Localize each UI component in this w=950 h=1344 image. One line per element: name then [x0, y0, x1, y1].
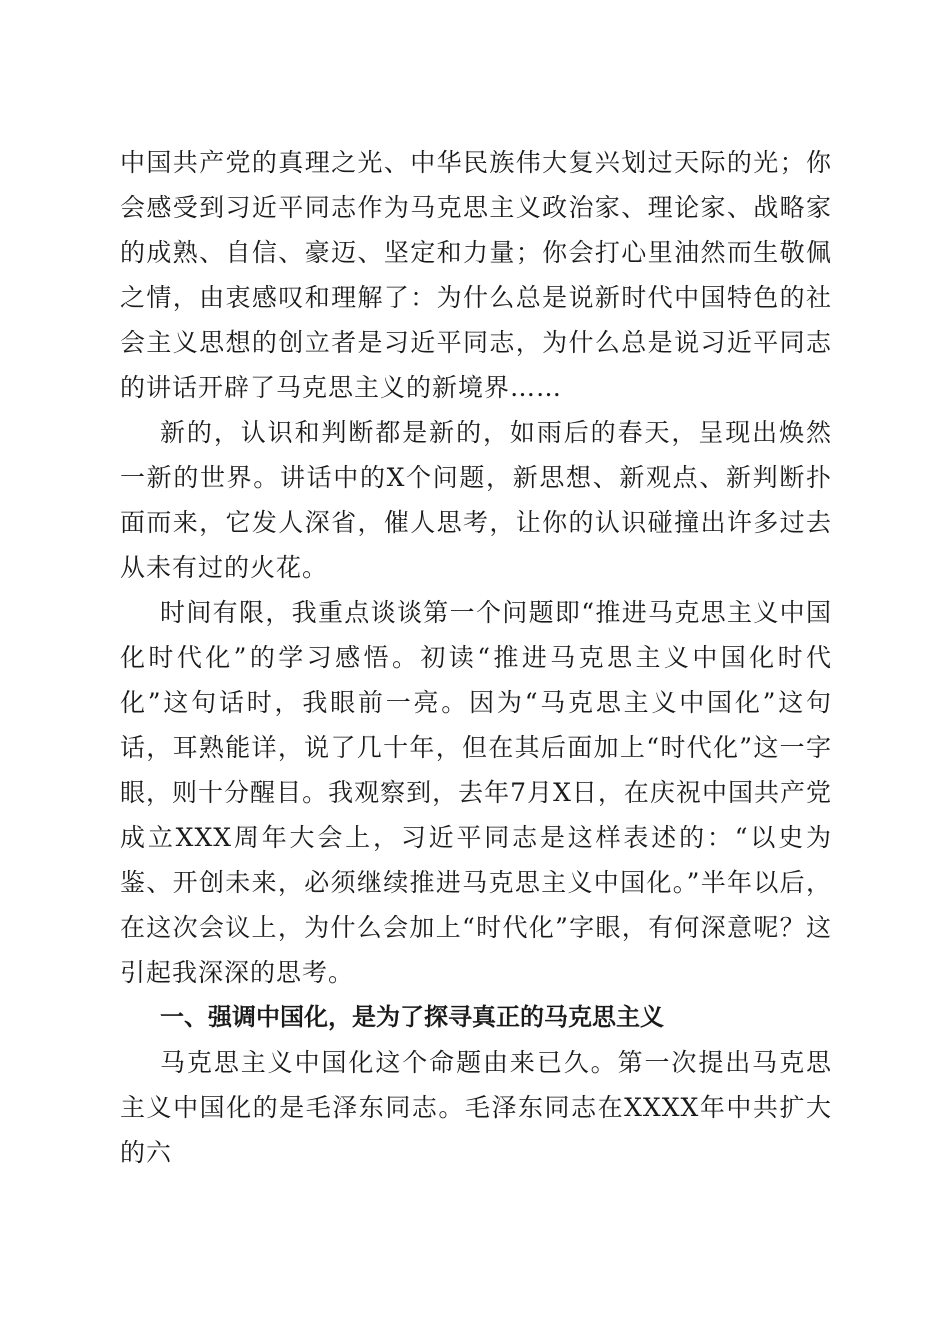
section-heading-1: 一、强调中国化，是为了探寻真正的马克思主义 [160, 1003, 664, 1031]
document-body [120, 140, 832, 1175]
paragraph-4: 马克思主义中国化这个命题由来已久。第一次提出马克思主义中国化的是毛泽东同志。毛泽东同志在XXXX年中共扩大的六 [120, 1048, 832, 1167]
paragraph-1: 中国共产党的真理之光、中华民族伟大复兴划过天际的光；你会感受到习近平同志作为马克思主义政治家、理论家、战略家的成熟、自信、豪迈、坚定和力量；你会打心里油然而生敬佩之情，由衷感叹和理解了：为什么总是说新时代中国特色的社会主义思想的创立者是习近平同志，为什么总是说习近平同志的讲话开辟了马克思主义的新境界…… [120, 148, 832, 402]
paragraph-3: 时间有限，我重点谈谈第一个问题即“推进马克思主义中国化时代化”的学习感悟。初读“推进马克思主义中国化时代化”这句话时，我眼前一亮。因为“马克思主义中国化”这句话，耳熟能详，说了几十年，但在其后面加上“时代化”这一字眼，则十分醒目。我观察到，去年7月X日，在庆祝中国共产党成立XXX周年大会上，习近平同志是这样表述的：“以史为鉴、开创未来，必须继续推进马克思主义中国化。”半年以后，在这次会议上，为什么会加上“时代化”字眼，有何深意呢？这引起我深深的思考。 [120, 598, 832, 987]
paragraph-2: 新的，认识和判断都是新的，如雨后的春天，呈现出焕然一新的世界。讲话中的X个问题，新思想、新观点、新判断扑面而来，它发人深省，催人思考，让你的认识碰撞出许多过去从未有过的火花。 [120, 418, 832, 582]
